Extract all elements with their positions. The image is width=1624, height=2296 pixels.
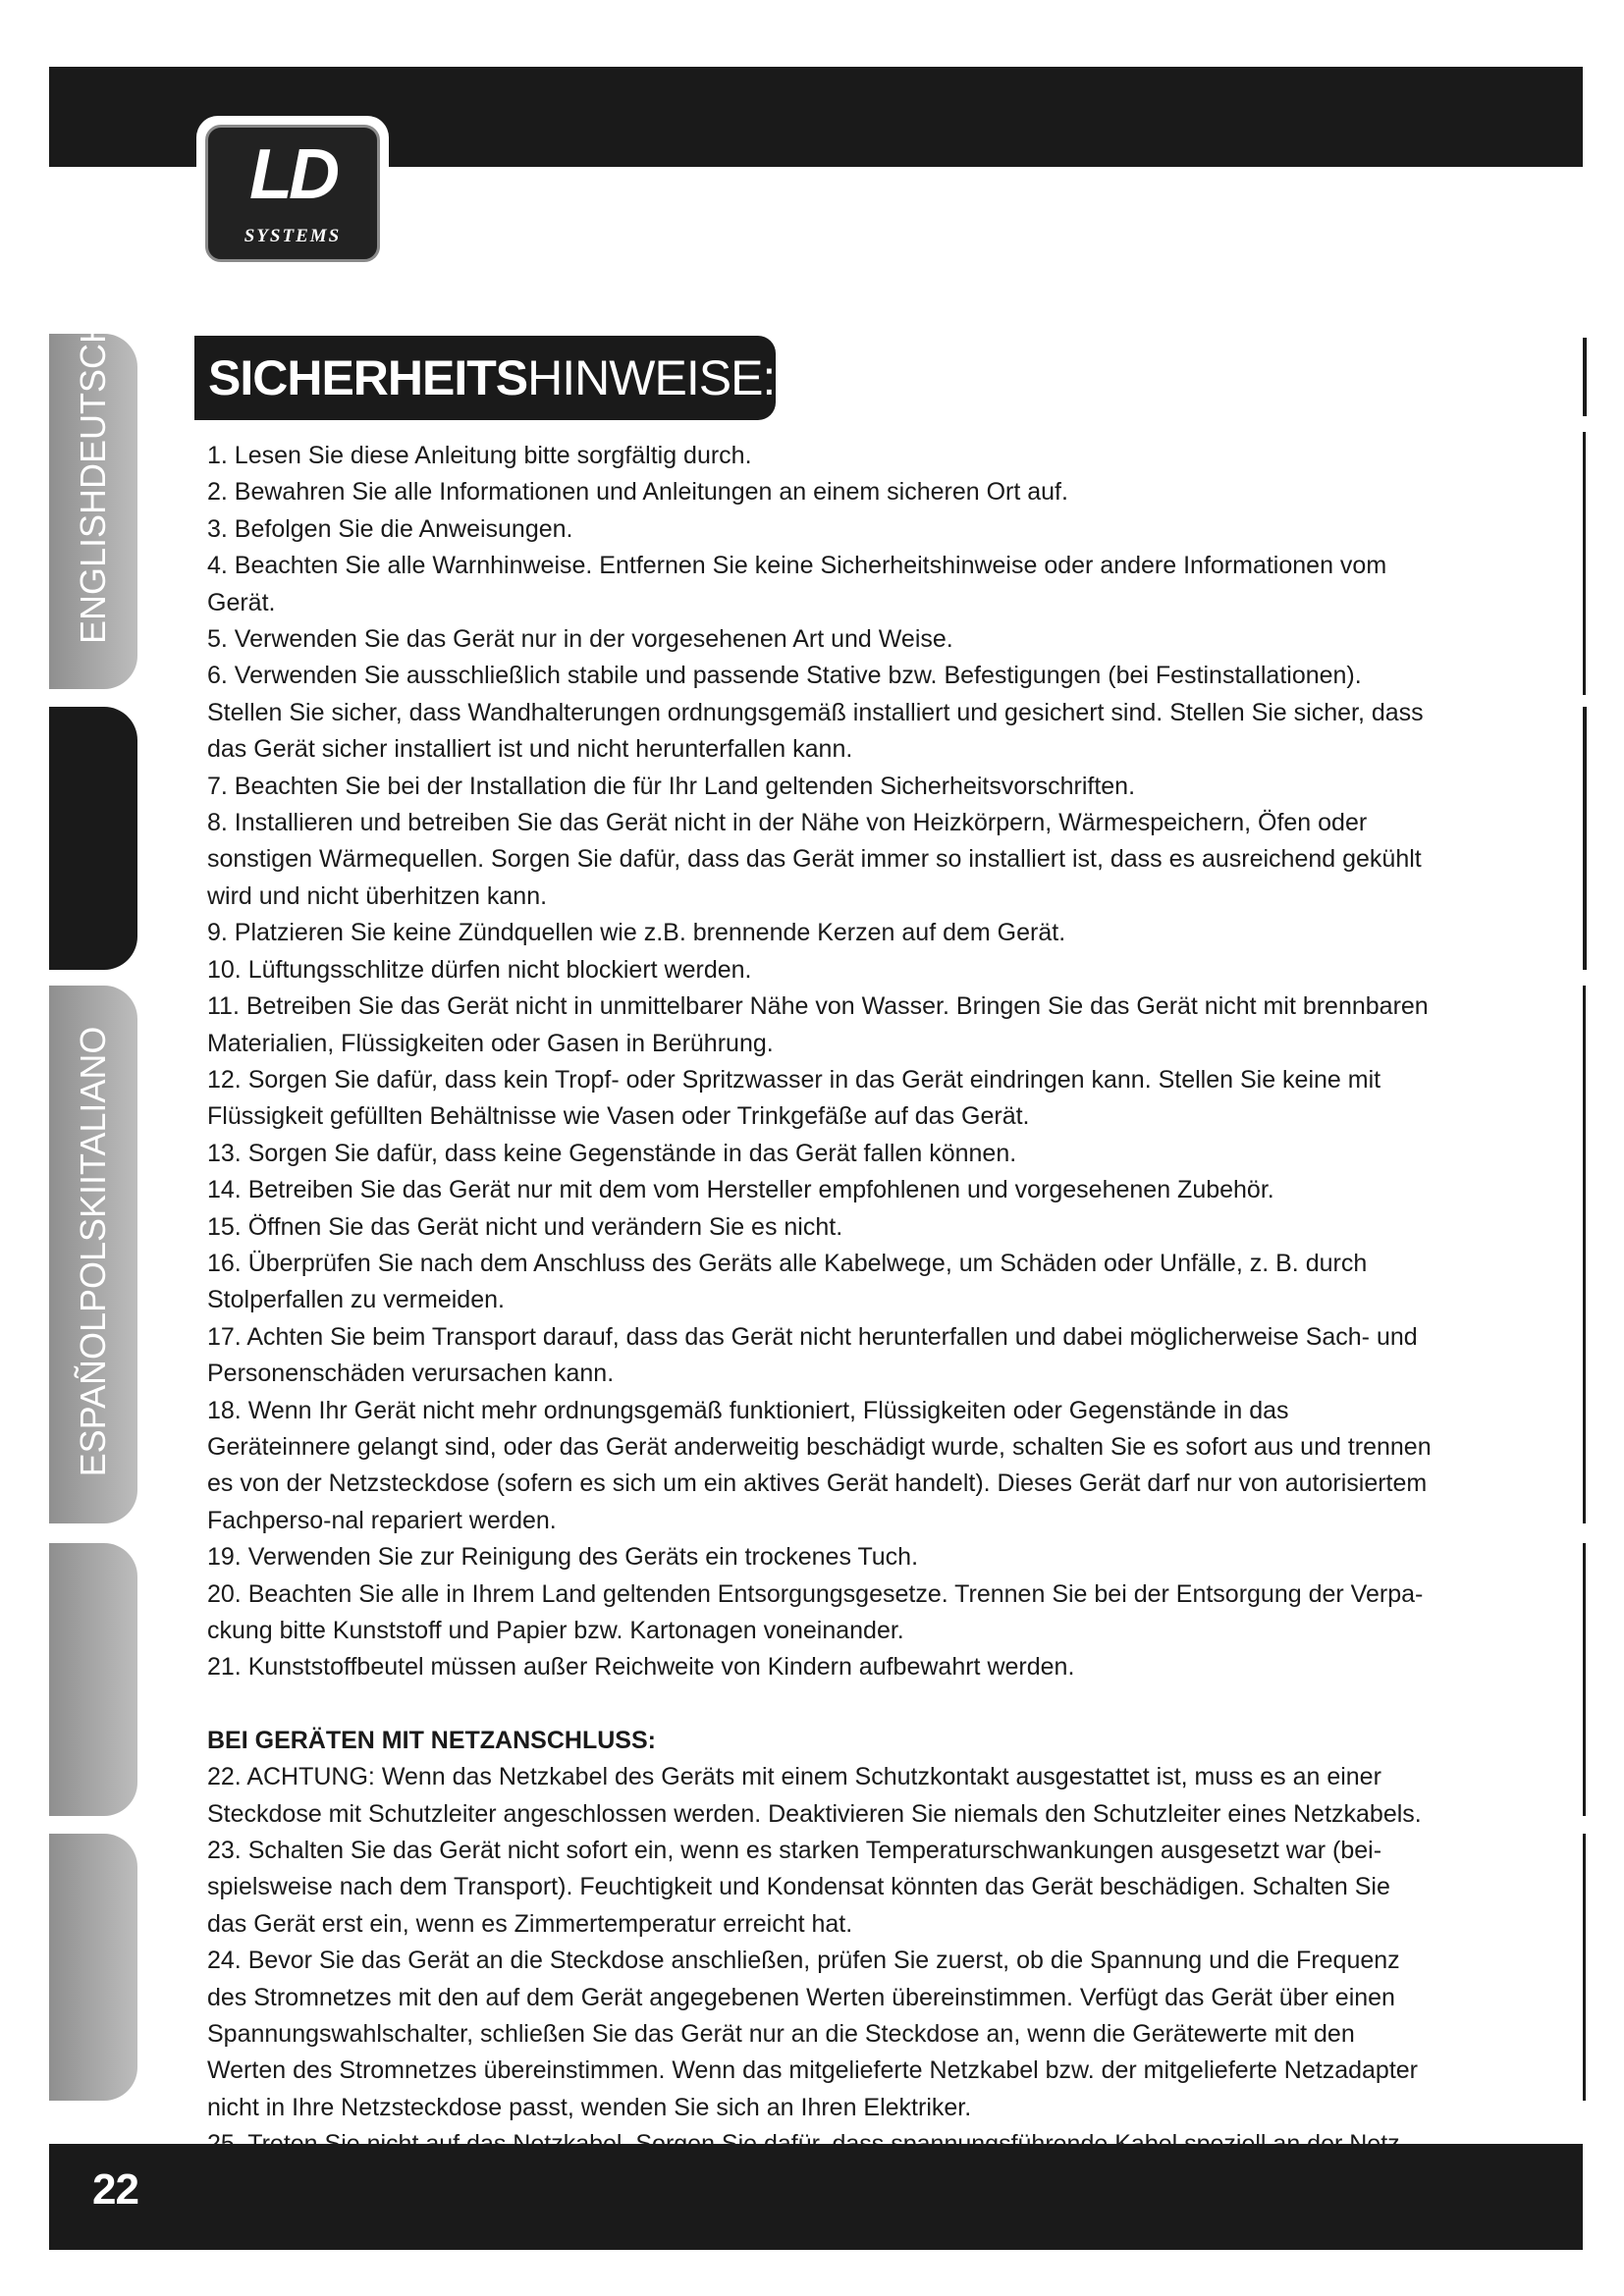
- section-heading: BEI GERÄTEN MIT NETZANSCHLUSS:: [207, 1726, 656, 1754]
- right-edge-line: [1583, 432, 1586, 695]
- right-edge-line: [1583, 338, 1587, 416]
- title-bold: SICHERHEITS: [208, 350, 528, 405]
- list-item: 1. Lesen Sie diese Anleitung bitte sorgfältig durch.: [207, 442, 752, 469]
- list-item: 19. Verwenden Sie zur Reinigung des Geräts ein trockenes Tuch.: [207, 1543, 919, 1572]
- list-item: 18. Wenn Ihr Gerät nicht mehr ordnungsgemäß funktioniert, Flüssigkeiten oder Gegenstände in das Geräteinnere gelangt sind, oder das Gerät anderweitig beschädigt wurde, schalten Sie es sofort aus und trennen es von der Netzsteckdose (sofern es sich um ein aktives Gerät handelt). Dieses Gerät darf nur von autorisiertem Fachperso-nal repariert werden.: [207, 1396, 1432, 1534]
- list-item: 17. Achten Sie beim Transport darauf, dass das Gerät nicht herunterfallen und dabei möglicherweise Sach- und Personenschäden verursachen kann.: [207, 1322, 1418, 1388]
- logo-subtitle: SYSTEMS: [244, 226, 342, 246]
- logo-mark: LD: [249, 135, 336, 214]
- page-number: 22: [92, 2165, 138, 2214]
- list-item: 3. Befolgen Sie die Anweisungen.: [207, 514, 573, 543]
- list-item: 22. ACHTUNG: Wenn das Netzkabel des Geräts mit einem Schutzkontakt ausgestattet ist, muss es an einer Steckdose mit Schutzleiter angeschlossen werden. Deaktivieren Sie niemals den Schutzleiter eines Netzkabels.: [207, 1763, 1422, 1828]
- list-item: 20. Beachten Sie alle in Ihrem Land geltenden Entsorgungsgesetze. Trennen Sie bei der Entsorgung der Verpa-ckung bitte Kunststoff und Papier bzw. Kartonagen voneinander.: [207, 1579, 1424, 1644]
- ld-systems-logo: [196, 116, 389, 271]
- footer-bar: [49, 2144, 1583, 2250]
- list-item: 15. Öffnen Sie das Gerät nicht und verändern Sie es nicht.: [207, 1212, 843, 1241]
- list-item: 8. Installieren und betreiben Sie das Gerät nicht in der Nähe von Heizkörpern, Wärmespeichern, Öfen oder sonstigen Wärmequellen. Sorgen Sie dafür, dass das Gerät immer so installiert ist, dass es ausreichend gekühlt wird und nicht überhitzen kann.: [207, 809, 1422, 910]
- list-item: 21. Kunststoffbeutel müssen außer Reichweite von Kindern aufbewahrt werden.: [207, 1653, 1075, 1682]
- page-title: [194, 336, 776, 420]
- list-item: 24. Bevor Sie das Gerät an die Steckdose anschließen, prüfen Sie zuerst, ob die Spannung und die Frequenz des Stromnetzes mit den auf dem Gerät angegebenen Werten übereinstimmen. Verfügt das Gerät über einen Spannungswahlschalter, schließen Sie das Gerät nur an die Steckdose an, wenn die Gerätewerte mit den Werten des Stromnetzes übereinstimmen. Wenn das mitgelieferte Netzkabel bzw. der mitgelieferte Netzadapter nicht in Ihre Netzsteckdose passt, wenden Sie sich an Ihren Elektriker.: [207, 1947, 1418, 2121]
- right-edge-line: [1583, 1543, 1586, 1816]
- right-edge-line: [1583, 1834, 1586, 2101]
- list-item: 4. Beachten Sie alle Warnhinweise. Entfernen Sie keine Sicherheitshinweise oder andere Informationen vom Gerät.: [207, 552, 1387, 616]
- list-item: 14. Betreiben Sie das Gerät nur mit dem vom Hersteller empfohlenen und vorgesehenen Zubehör.: [207, 1176, 1274, 1204]
- list-item: 2. Bewahren Sie alle Informationen und Anleitungen an einem sicheren Ort auf.: [207, 478, 1068, 507]
- list-item: 23. Schalten Sie das Gerät nicht sofort ein, wenn es starken Temperaturschwankungen ausgesetzt war (bei-spielsweise nach dem Transport). Feuchtigkeit und Kondensat könnten das Gerät beschädigen. Schalten Sie das Gerät erst ein, wenn es Zimmertemperatur erreicht hat.: [207, 1837, 1390, 1938]
- list-item: 13. Sorgen Sie dafür, dass keine Gegenstände in das Gerät fallen können.: [207, 1139, 1017, 1167]
- list-item: 7. Beachten Sie bei der Installation die für Ihr Land geltenden Sicherheitsvorschriften.: [207, 772, 1136, 800]
- list-item: 5. Verwenden Sie das Gerät nur in der vorgesehenen Art und Weise.: [207, 625, 953, 654]
- tab-label-espanol-polski-italiano: ESPAÑOLPOLSKIITALIANO: [73, 1026, 113, 1477]
- list-item: 9. Platzieren Sie keine Zündquellen wie z.B. brennende Kerzen auf dem Gerät.: [207, 919, 1066, 947]
- right-edge-line: [1583, 707, 1587, 970]
- list-item: 11. Betreiben Sie das Gerät nicht in unmittelbarer Nähe von Wasser. Bringen Sie das Gerät nicht mit brennbaren Materialien, Flüssigkeiten oder Gasen in Berührung.: [207, 992, 1429, 1057]
- tab-empty-2: [49, 1834, 137, 2101]
- tab-empty-1: [49, 1543, 137, 1816]
- right-edge-line: [1583, 986, 1586, 1523]
- title-light: HINWEISE:: [527, 350, 776, 405]
- list-item: 6. Verwenden Sie ausschließlich stabile und passende Stative bzw. Befestigungen (bei Festinstallationen). Stellen Sie sicher, dass Wandhalterungen ordnungsgemäß installiert und gesichert sind. Stellen Sie sicher, dass das Gerät sicher installiert ist und nicht herunterfallen kann.: [207, 662, 1424, 764]
- tab-active-marker: [49, 707, 137, 970]
- list-item: 16. Überprüfen Sie nach dem Anschluss des Geräts alle Kabelwege, um Schäden oder Unfälle, z. B. durch Stolperfallen zu vermeiden.: [207, 1249, 1368, 1314]
- list-item: 10. Lüftungsschlitze dürfen nicht blockiert werden.: [207, 955, 752, 984]
- tab-label-english-deutsch: ENGLISHDEUTSCH: [73, 317, 113, 645]
- list-item: 12. Sorgen Sie dafür, dass kein Tropf- oder Spritzwasser in das Gerät eindringen kann. Stellen Sie keine mit Flüssigkeit gefüllten Behältnisse wie Vasen oder Trinkgefäße auf das Gerät.: [207, 1065, 1381, 1131]
- instructions-body: [207, 438, 1435, 2163]
